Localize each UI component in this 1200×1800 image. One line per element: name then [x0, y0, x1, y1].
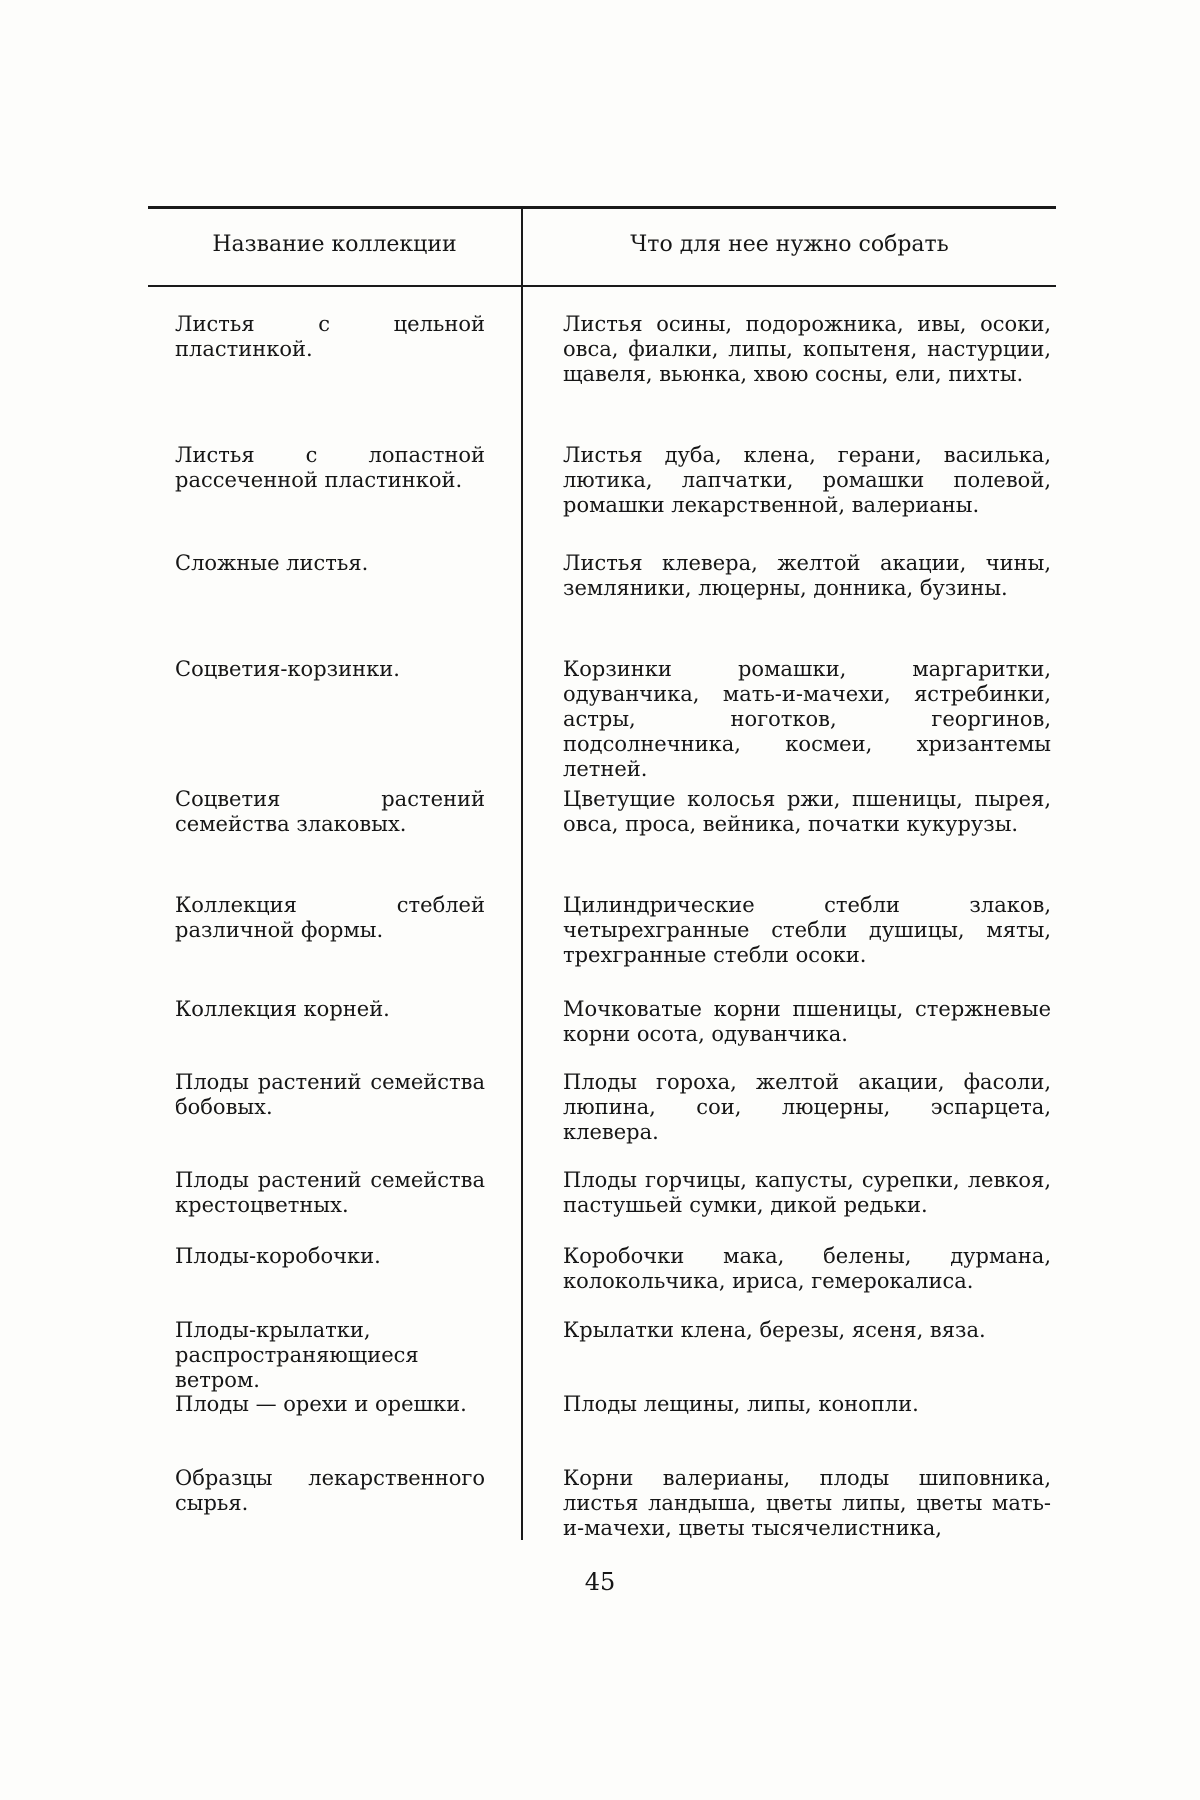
header-bottom-rule	[148, 285, 1056, 287]
row-5-name: Соцветия растений семейства злаковых.	[175, 787, 485, 837]
row-1-items: Листья осины, подорожника, ивы, осоки, овса, фиалки, липы, копытеня, настурции, щавеля, вьюнка, хвою сосны, ели, пихты.	[563, 312, 1051, 387]
row-5-items: Цветущие колосья ржи, пшеницы, пырея, овса, проса, вейника, початки кукурузы.	[563, 787, 1051, 837]
book-page	[0, 0, 1200, 1800]
row-6-name: Коллекция стеблей различной формы.	[175, 893, 485, 943]
row-13-name: Образцы лекарственного сырья.	[175, 1466, 485, 1516]
row-2-items: Листья дуба, клена, герани, василька, лютика, лапчатки, ромашки полевой, ромашки лекарственной, валерианы.	[563, 443, 1051, 518]
row-11-name: Плоды-крылатки, распространяющиеся ветром.	[175, 1318, 485, 1393]
row-3-name: Сложные листья.	[175, 551, 485, 576]
row-10-items: Коробочки мака, белены, дурмана, колокольчика, ириса, гемерокалиса.	[563, 1244, 1051, 1294]
row-1-name: Листья с цельной пластинкой.	[175, 312, 485, 362]
row-3-items: Листья клевера, желтой акации, чины, земляники, люцерны, донника, бузины.	[563, 551, 1051, 601]
row-4-items: Корзинки ромашки, маргаритки, одуванчика, мать-и-мачехи, ястребинки, астры, ноготков, георгинов, подсолнечника, космеи, хризантемы летней.	[563, 657, 1051, 782]
row-7-items: Мочковатые корни пшеницы, стержневые корни осота, одуванчика.	[563, 997, 1051, 1047]
header-what-to-collect: Что для нее нужно собрать	[523, 232, 1056, 257]
row-8-name: Плоды растений семейства бобовых.	[175, 1070, 485, 1120]
row-12-name: Плоды — орехи и орешки.	[175, 1392, 485, 1417]
row-2-name: Листья с лопастной рассеченной пластинкой.	[175, 443, 485, 493]
page-number: 45	[560, 1568, 640, 1596]
row-7-name: Коллекция корней.	[175, 997, 485, 1022]
header-collection-name: Название коллекции	[148, 232, 521, 257]
row-13-items: Корни валерианы, плоды шиповника, листья ландыша, цветы липы, цветы мать-и-мачехи, цветы тысячелистника,	[563, 1466, 1051, 1541]
row-6-items: Цилиндрические стебли злаков, четырехгранные стебли душицы, мяты, трехгранные стебли осоки.	[563, 893, 1051, 968]
row-10-name: Плоды-коробочки.	[175, 1244, 485, 1269]
row-8-items: Плоды гороха, желтой акации, фасоли, люпина, сои, люцерны, эспарцета, клевера.	[563, 1070, 1051, 1145]
row-4-name: Соцветия-корзинки.	[175, 657, 485, 682]
row-12-items: Плоды лещины, липы, конопли.	[563, 1392, 1051, 1417]
table-top-rule	[148, 206, 1056, 209]
column-divider	[521, 208, 523, 1540]
row-9-items: Плоды горчицы, капусты, сурепки, левкоя, пастушьей сумки, дикой редьки.	[563, 1168, 1051, 1218]
row-9-name: Плоды растений семейства крестоцветных.	[175, 1168, 485, 1218]
row-11-items: Крылатки клена, березы, ясеня, вяза.	[563, 1318, 1051, 1343]
